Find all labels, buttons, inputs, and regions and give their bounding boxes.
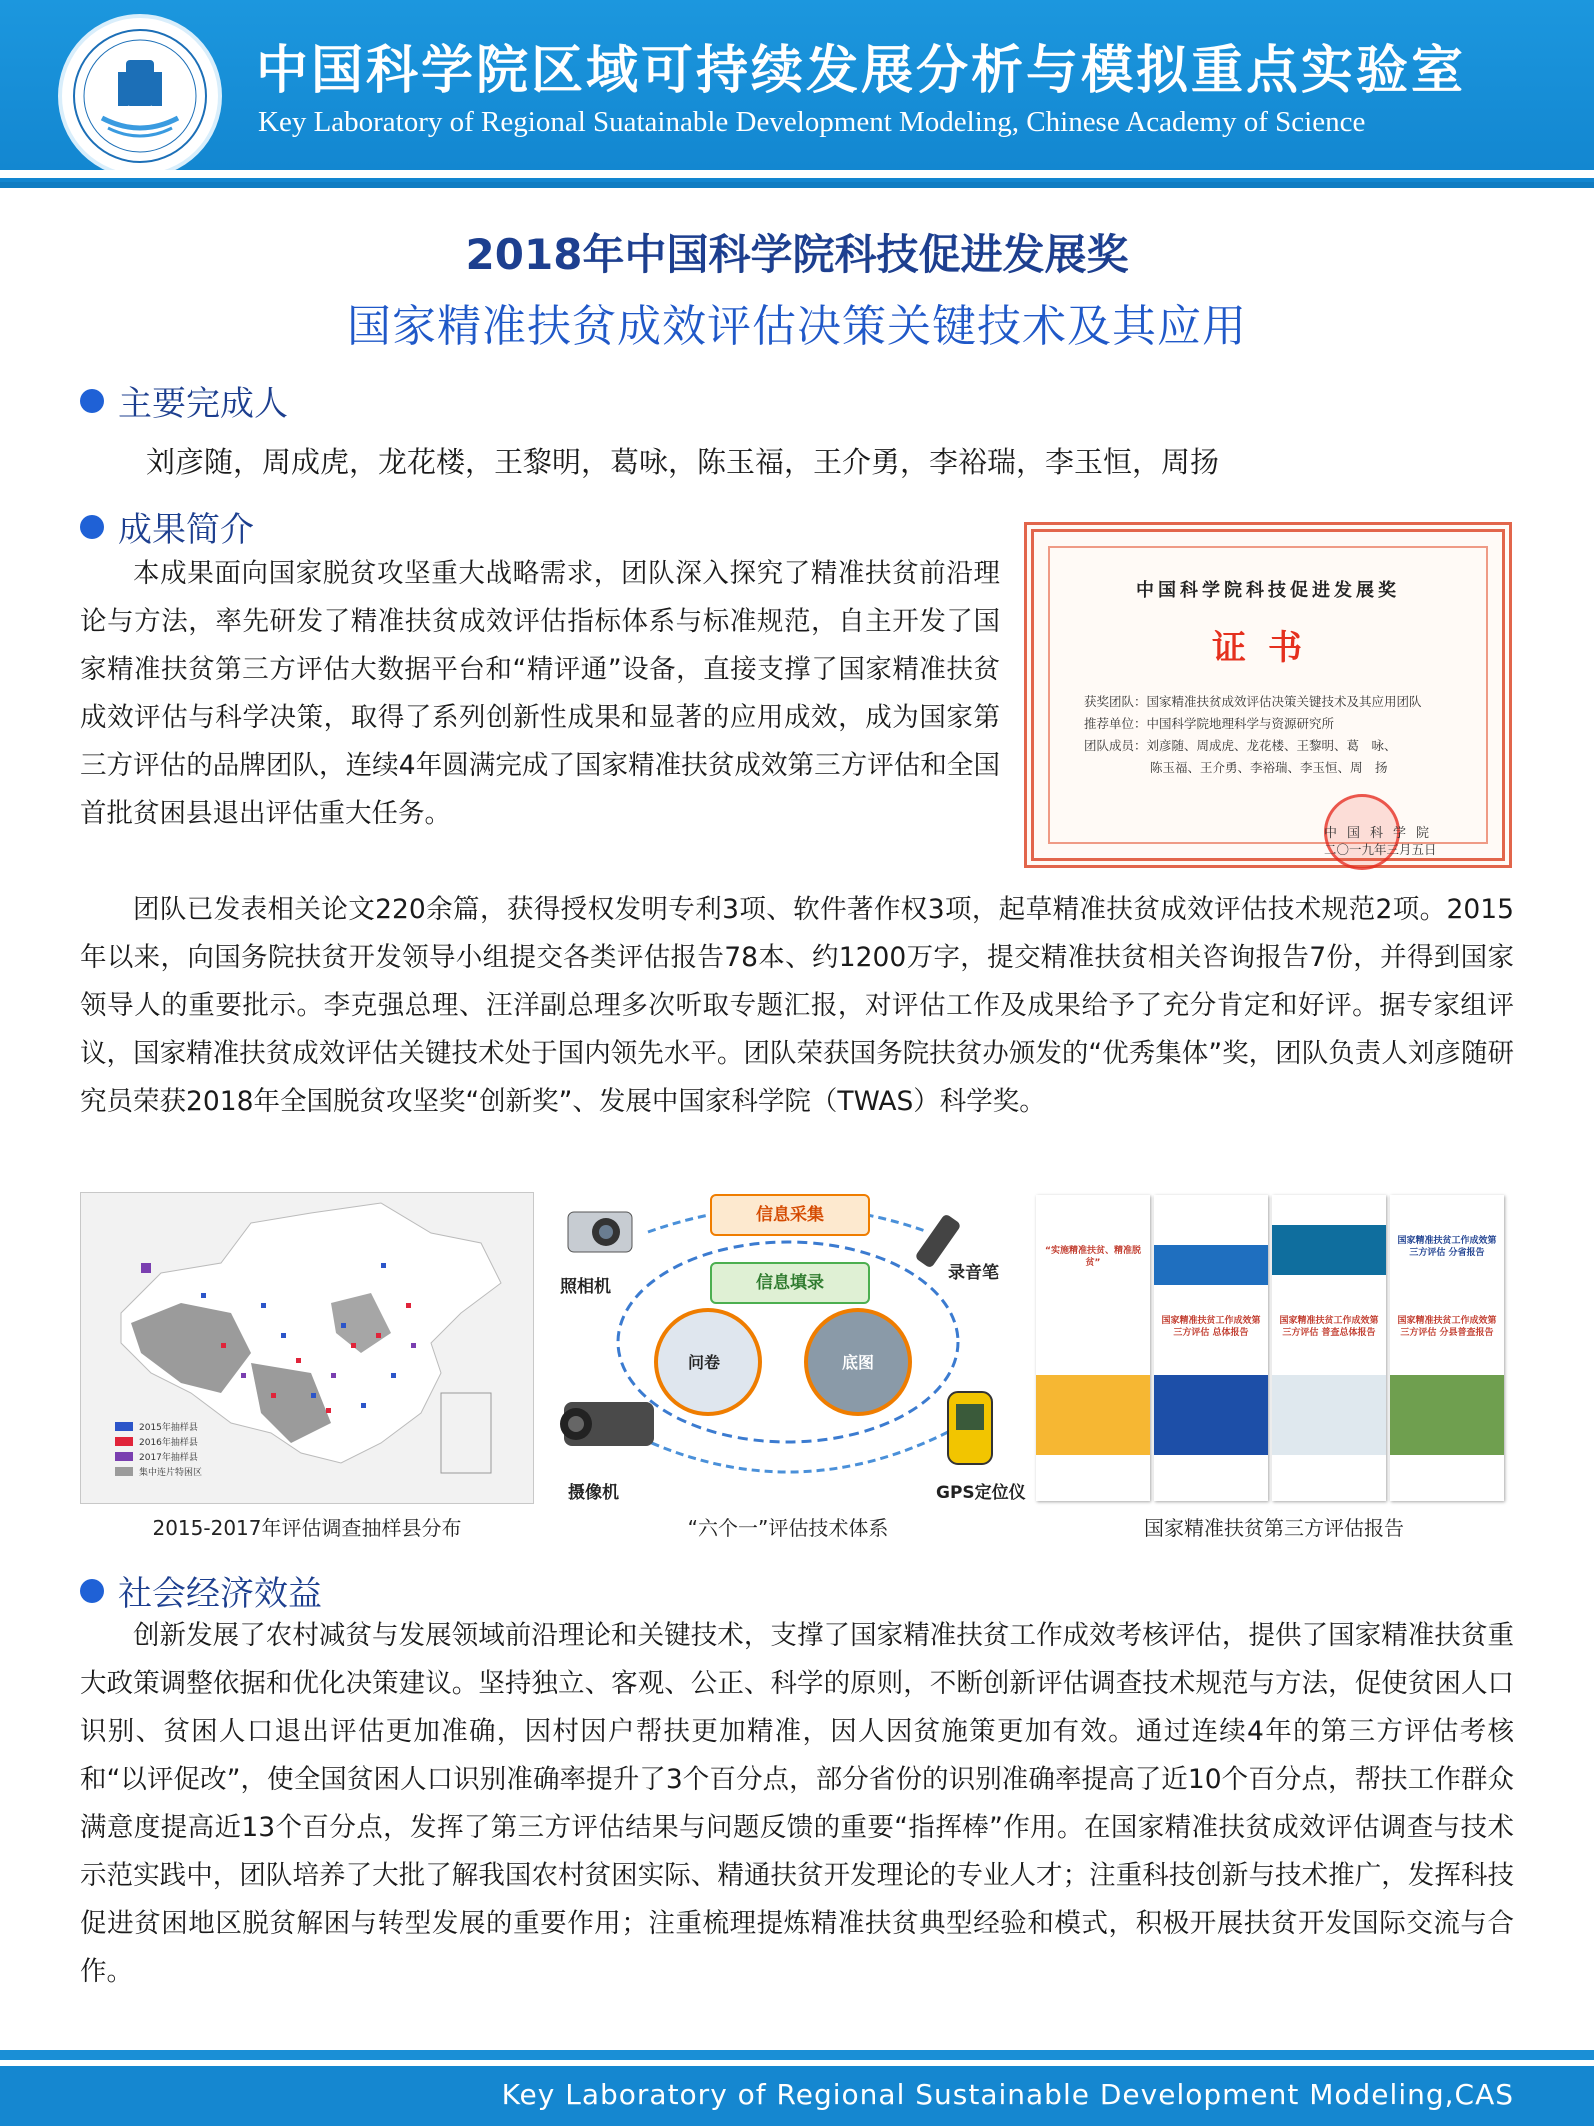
footer-divider (0, 2050, 1594, 2060)
logo-ring-icon (62, 18, 218, 174)
report-title: 国家精准扶贫工作成效第三方评估 分省报告 (1397, 1236, 1497, 1258)
legend-item: 2016年抽样县 (139, 1438, 198, 1448)
report-title: 国家精准扶贫工作成效第三方评估 分县普查报告 (1397, 1316, 1497, 1338)
certificate-team: 获奖团队：国家精准扶贫成效评估决策关键技术及其应用团队 (1084, 694, 1422, 709)
recorder-label: 录音笔 (948, 1263, 999, 1283)
evaluation-reports (1034, 1192, 1514, 1504)
legend-item: 2015年抽样县 (139, 1423, 198, 1433)
certificate-members: 团队成员：刘彦随、周成虎、龙花楼、王黎明、葛 咏、 (1084, 738, 1397, 753)
gps-label: GPS定位仪 (936, 1483, 1026, 1503)
report-cover (1272, 1195, 1386, 1501)
report-title: 国家精准扶贫工作成效第三方评估 总体报告 (1161, 1316, 1261, 1338)
report-cover (1390, 1195, 1504, 1501)
lab-logo (58, 14, 222, 178)
certificate-date: 二〇一九年三月五日 (1324, 842, 1437, 857)
basemap-label: 底图 (842, 1353, 875, 1372)
report-cover (1154, 1195, 1268, 1501)
system-diagram-icon (548, 1192, 1028, 1504)
reports-caption: 国家精准扶贫第三方评估报告 (1144, 1516, 1404, 1540)
section-title: 成果简介 (118, 510, 254, 550)
legend-item: 2017年抽样县 (139, 1453, 198, 1463)
bullet-icon (80, 1579, 104, 1603)
map-legend (115, 1419, 202, 1479)
header-band (0, 0, 1594, 188)
award-title: 2018年中国科学院科技促进发展奖 (465, 230, 1129, 279)
header-divider (0, 170, 1594, 178)
section-members (80, 376, 288, 425)
certificate-org: 中国科学院 (1324, 826, 1440, 841)
gps-icon (948, 1392, 992, 1464)
questionnaire-label: 问卷 (688, 1353, 721, 1372)
summary-paragraph-2: 团队已发表相关论文220余篇，获得授权发明专利3项、软件著作权3项，起草精准扶贫成效评估技术规范2项。2015年以来，向国务院扶贫开发领导小组提交各类评估报告78本、约1200万字，提交精准扶贫相关咨询报告7份，并得到国家领导人的重要批示。李克强总理、汪洋副总理多次听取专题汇报，对评估工作及成果给予了充分肯定和好评。据专家组评议，国家精准扶贫成效评估关键技术处于国内领先水平。团队荣获国务院扶贫办颁发的“优秀集体”奖，团队负责人刘彦随研究员荣获2018年全国脱贫攻坚奖“创新奖”、发展中国家科学院（TWAS）科学奖。 (80, 894, 1514, 1117)
info-collect-label: 信息采集 (710, 1194, 870, 1236)
header-divider-2 (0, 182, 1594, 188)
header-title-en: Key Laboratory of Regional Suatainable Development Modeling, Chinese Academy of Science (258, 106, 1366, 138)
footer-text: Key Laboratory of Regional Sustainable Development Modeling,CAS (501, 2078, 1514, 2111)
camera-label: 照相机 (560, 1277, 611, 1297)
certificate-unit: 推荐单位：中国科学院地理科学与资源研究所 (1084, 716, 1335, 731)
camera-icon (568, 1212, 632, 1252)
certificate-members-2: 陈玉福、王介勇、李裕瑞、李玉恒、周 扬 (1150, 760, 1388, 775)
award-certificate (1024, 522, 1512, 868)
map-caption: 2015-2017年评估调查抽样县分布 (152, 1516, 462, 1540)
info-fill-label: 信息填录 (710, 1262, 870, 1304)
bullet-icon (80, 515, 104, 539)
certificate-title: 证书 (1212, 628, 1324, 668)
video-camera-icon (560, 1402, 654, 1446)
summary-paragraph-1: 本成果面向国家脱贫攻坚重大战略需求，团队深入探究了精准扶贫前沿理论与方法，率先研发了精准扶贫成效评估指标体系与标准规范，自主开发了国家精准扶贫第三方评估大数据平台和“精评通”设备，直接支撑了国家精准扶贫成效评估与科学决策，取得了系列创新性成果和显著的应用成效，成为国家第三方评估的品牌团队，连续4年圆满完成了国家精准扶贫成效第三方评估和全国首批贫困县退出评估重大任务。 (80, 558, 1000, 829)
video-label: 摄像机 (568, 1483, 619, 1503)
six-in-one-system (548, 1192, 1028, 1504)
sample-county-map (80, 1192, 534, 1504)
section-summary (80, 502, 254, 551)
report-cover (1036, 1195, 1150, 1501)
header-title-cn: 中国科学院区域可持续发展分析与模拟重点实验室 (256, 41, 1467, 101)
members-list: 刘彦随，周成虎，龙花楼，王黎明，葛咏，陈玉福，王介勇，李裕瑞，李玉恒，周扬 (146, 445, 1220, 479)
report-title: “实施精准扶贫、精准脱贫” (1045, 1246, 1141, 1268)
legend-item: 集中连片特困区 (139, 1468, 203, 1478)
certificate-heading: 中国科学院科技促进发展奖 (1136, 580, 1400, 601)
footer-band (0, 2066, 1594, 2126)
section-title: 主要完成人 (118, 384, 288, 424)
system-caption: “六个一”评估技术体系 (687, 1516, 889, 1540)
benefit-paragraph: 创新发展了农村减贫与发展领域前沿理论和关键技术，支撑了国家精准扶贫工作成效考核评估，提供了国家精准扶贫重大政策调整依据和优化决策建议。坚持独立、客观、公正、科学的原则，不断创新评估调查技术规范与方法，促使贫困人口识别、贫困人口退出评估更加准确，因村因户帮扶更加精准，因人因贫施策更加有效。通过连续4年的第三方评估考核和“以评促改”，使全国贫困人口识别准确率提升了3个百分点，部分省份的识别准确率提高了近10个百分点，帮扶工作群众满意度提高近13个百分点，发挥了第三方评估结果与问题反馈的重要“指挥棒”作用。在国家精准扶贫成效评估调查与技术示范实践中，团队培养了大批了解我国农村贫困实际、精通扶贫开发理论的专业人才；注重科技创新与技术推广，发挥科技促进贫困地区脱贫解困与转型发展的重要作用；注重梳理提炼精准扶贫典型经验和模式，积极开展扶贫开发国际交流与合作。 (80, 1620, 1514, 1987)
report-title: 国家精准扶贫工作成效第三方评估 普查总体报告 (1279, 1316, 1379, 1338)
project-title: 国家精准扶贫成效评估决策关键技术及其应用 (347, 301, 1247, 352)
section-title: 社会经济效益 (118, 1574, 322, 1614)
section-benefits (80, 1566, 322, 1615)
bullet-icon (80, 389, 104, 413)
